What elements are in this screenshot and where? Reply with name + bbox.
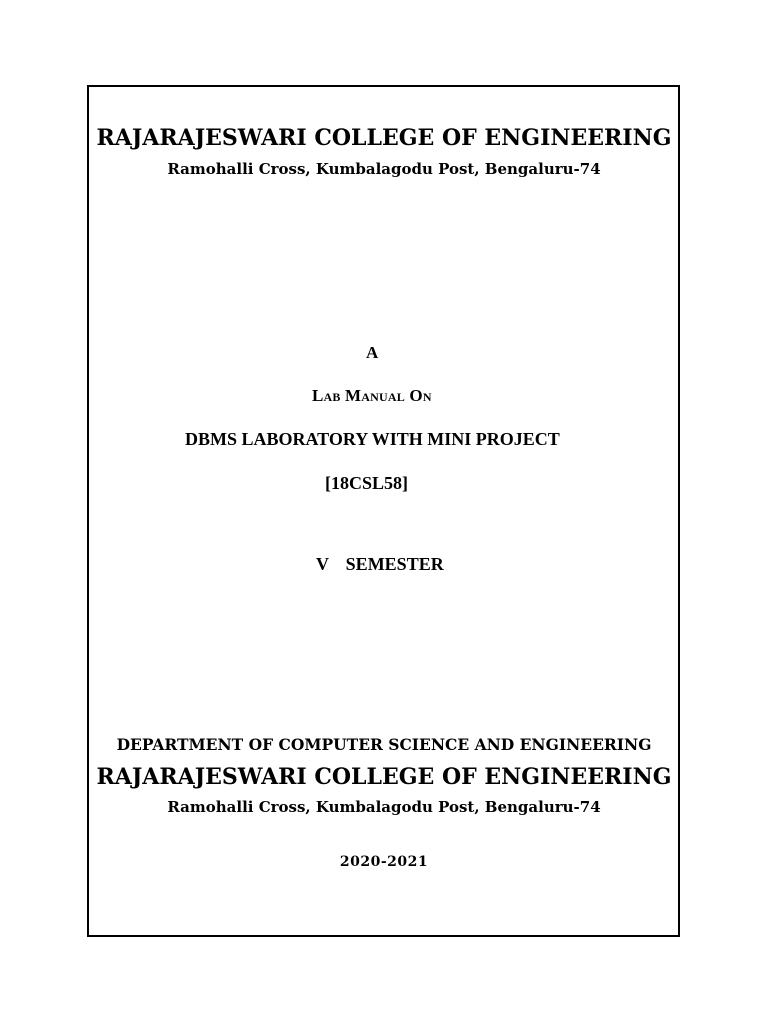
department-name: DEPARTMENT OF COMPUTER SCIENCE AND ENGINEERING [116,735,652,754]
college-address-header: Ramohalli Cross, Kumbalagodu Post, Bengaluru-74 [167,160,601,178]
intro-article: A [366,343,379,362]
college-address-footer: Ramohalli Cross, Kumbalagodu Post, Bengaluru-74 [167,798,601,816]
college-name-header: RAJARAJESWARI COLLEGE OF ENGINEERING [96,125,672,151]
manual-type: Lab Manual On [312,386,432,405]
academic-year: 2020-2021 [339,854,429,870]
subject-title: DBMS LABORATORY WITH MINI PROJECT [185,429,560,449]
college-name-footer: RAJARAJESWARI COLLEGE OF ENGINEERING [96,764,672,790]
semester-label: V SEMESTER [316,554,444,574]
course-code: [18CSL58] [325,473,409,493]
